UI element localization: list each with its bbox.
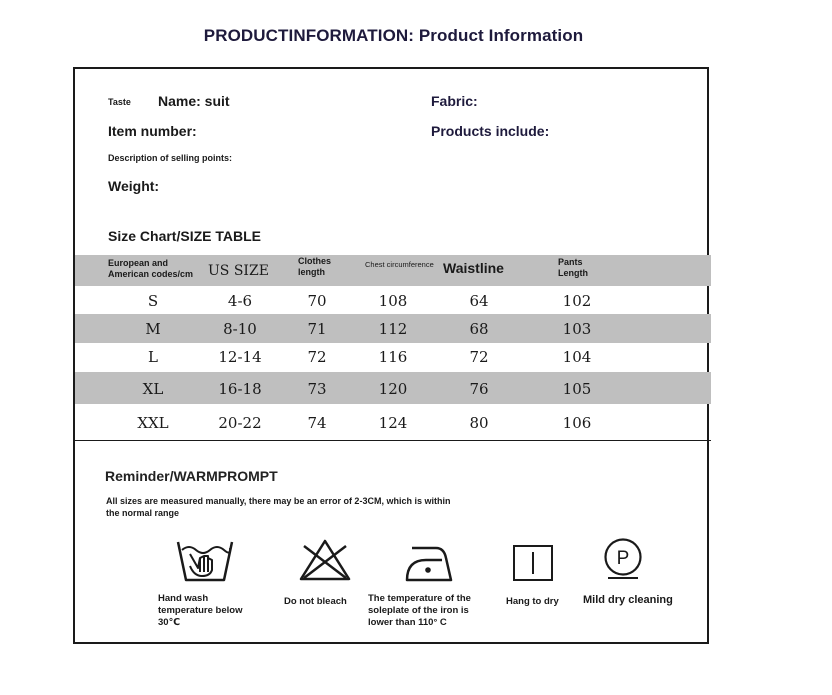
cell-chest: 112	[378, 320, 408, 338]
care-label-hang-dry: Hang to dry	[506, 596, 559, 607]
fabric-label: Fabric:	[431, 93, 478, 109]
page-title: PRODUCTINFORMATION: Product Information	[203, 26, 584, 45]
cell-clothes: 71	[307, 320, 327, 338]
cell-size: L	[148, 348, 158, 366]
products-include-label: Products include:	[431, 123, 550, 139]
cell-clothes: 73	[307, 380, 327, 398]
cell-pants: 102	[562, 292, 592, 310]
hang-dry-icon	[512, 544, 554, 582]
cell-pants: 106	[562, 414, 592, 432]
cell-us: 16-18	[218, 380, 262, 398]
cell-us: 12-14	[218, 348, 262, 366]
care-label-dry-clean: Mild dry cleaning	[583, 594, 673, 606]
care-label-iron: The temperature of the soleplate of the iron is lower than 110° C	[368, 593, 471, 628]
section-divider	[75, 440, 711, 441]
name-label: Name: suit	[158, 93, 230, 109]
dry-clean-icon	[602, 537, 644, 581]
svg-text:P: P	[616, 548, 630, 569]
description-label: Description of selling points:	[108, 153, 233, 163]
cell-waist: 76	[469, 380, 489, 398]
cell-size: S	[147, 292, 159, 310]
cell-clothes: 70	[307, 292, 327, 310]
care-label-hand-wash: Hand wash temperature below 30℃	[158, 593, 243, 628]
cell-chest: 124	[378, 414, 408, 432]
cell-pants: 105	[562, 380, 592, 398]
cell-clothes: 74	[307, 414, 327, 432]
header-pants-length: Pants Length	[558, 257, 588, 278]
care-label-no-bleach: Do not bleach	[284, 596, 347, 607]
weight-label: Weight:	[108, 178, 160, 194]
cell-waist: 72	[469, 348, 489, 366]
cell-size: XXL	[137, 414, 169, 432]
reminder-note: All sizes are measured manually, there may be an error of 2-3CM, which is within the normal range	[106, 496, 451, 518]
cell-pants: 103	[562, 320, 592, 338]
header-waistline: Waistline	[443, 260, 504, 276]
header-eu-codes: European and American codes/cm	[108, 258, 194, 279]
cell-size: M	[145, 320, 161, 338]
cell-waist: 80	[469, 414, 489, 432]
cell-us: 4-6	[227, 292, 253, 310]
cell-chest: 108	[378, 292, 408, 310]
cell-chest: 120	[378, 380, 408, 398]
size-chart-title: Size Chart/SIZE TABLE	[108, 228, 261, 244]
reminder-title: Reminder/WARMPROMPT	[105, 468, 278, 484]
iron-icon	[404, 544, 454, 584]
cell-us: 20-22	[218, 414, 262, 432]
header-us-size: US SIZE	[208, 263, 269, 279]
cell-size: XL	[142, 380, 164, 398]
taste-label: Taste	[108, 97, 131, 107]
cell-clothes: 72	[307, 348, 327, 366]
cell-chest: 116	[378, 348, 408, 366]
cell-waist: 64	[469, 292, 489, 310]
item-number-label: Item number:	[108, 123, 197, 139]
no-bleach-icon	[298, 538, 352, 582]
cell-us: 8-10	[223, 320, 257, 338]
header-chest: Chest circumference	[365, 260, 434, 269]
cell-waist: 68	[469, 320, 489, 338]
cell-pants: 104	[562, 348, 592, 366]
header-clothes-length: Clothes length	[298, 256, 332, 277]
hand-wash-icon	[176, 538, 234, 584]
